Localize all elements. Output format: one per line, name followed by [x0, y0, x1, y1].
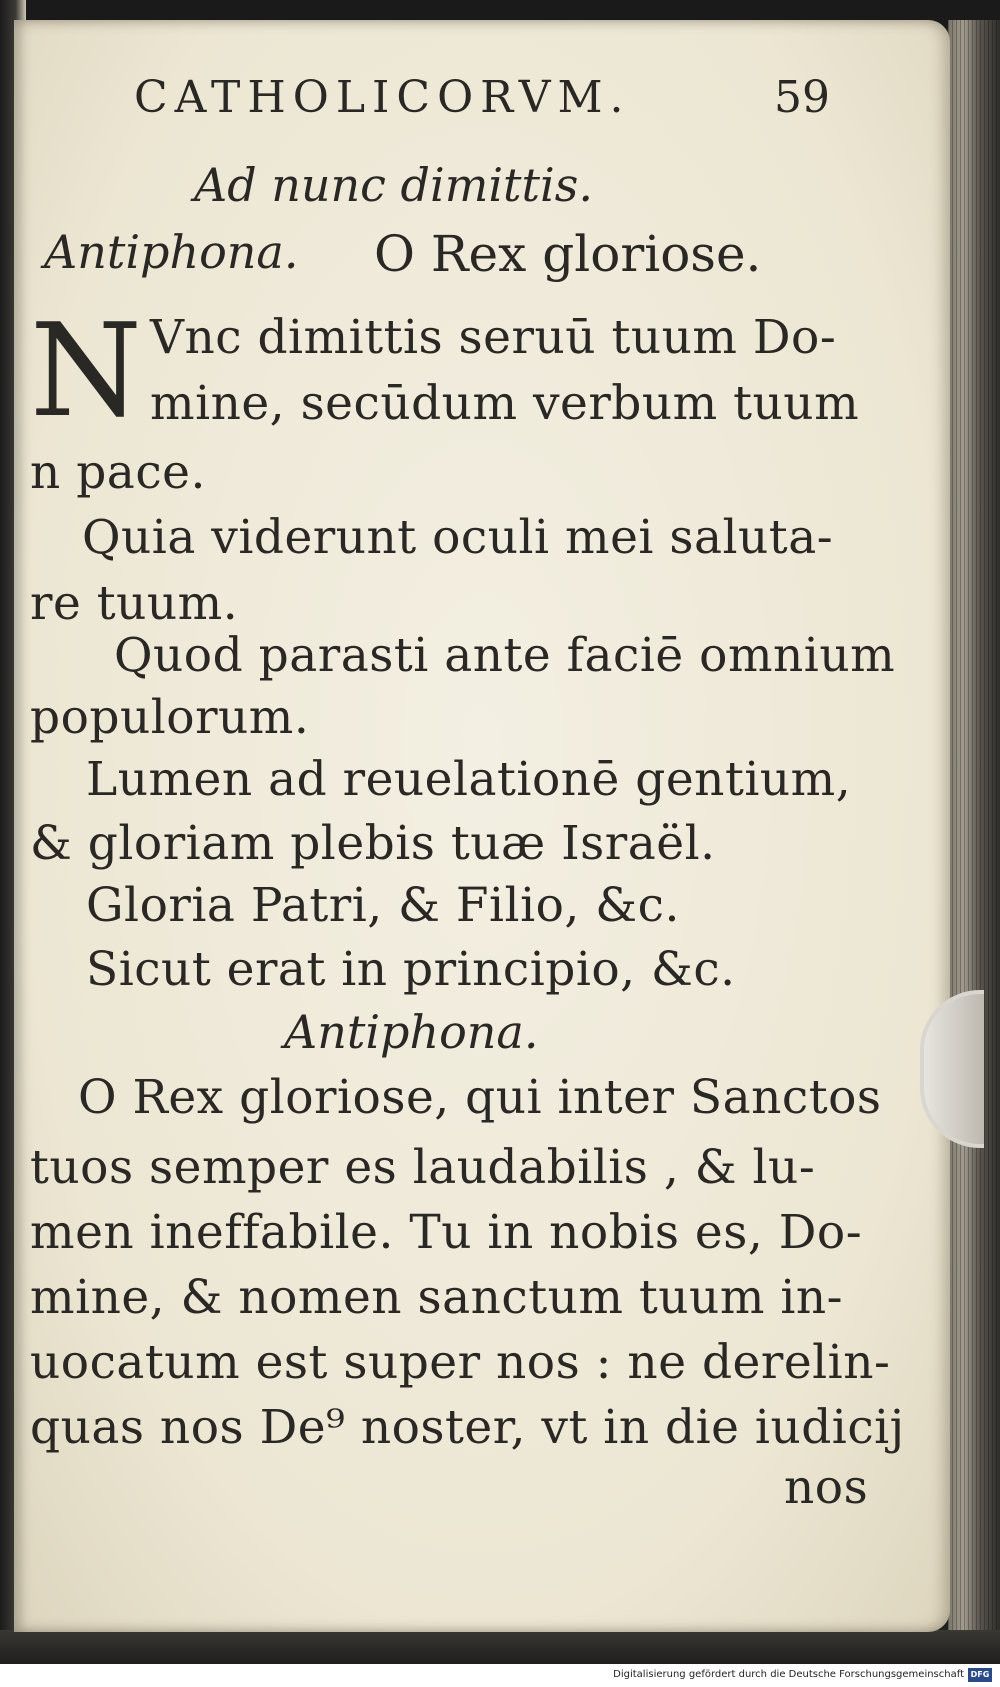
text-line: quas nos De⁹ noster, vt in die iudicij — [30, 1400, 905, 1455]
text-line: uocatum est super nos : ne derelin- — [30, 1335, 891, 1390]
text-line: n pace. — [30, 445, 206, 500]
text-line: re tuum. — [30, 576, 239, 631]
text-line: Sicut erat in principio, &c. — [86, 942, 736, 997]
dfg-logo: DFG — [968, 1668, 992, 1682]
text-line: tuos semper es laudabilis , & lu- — [30, 1140, 816, 1195]
text-line: Quod parasti ante faciē omnium — [114, 628, 896, 683]
text-line: Gloria Patri, & Filio, &c. — [86, 878, 680, 933]
rubric-antiphona-second: Antiphona. — [284, 1005, 539, 1059]
drop-cap: N — [30, 297, 142, 446]
text-line: Quia viderunt oculi mei saluta- — [82, 510, 834, 565]
catchword: nos — [784, 1460, 869, 1515]
rubric-antiphona: Antiphona. — [44, 225, 299, 279]
text-line: mine, & nomen sanctum tuum in- — [30, 1270, 844, 1325]
page-number: 59 — [774, 72, 830, 123]
text-line: mine, secūdum verbum tuum — [150, 376, 860, 431]
text-line: populorum. — [30, 690, 310, 745]
book-page — [14, 20, 950, 1632]
funding-credit: Digitalisierung gefördert durch die Deutsche Forschungsgemeinschaft — [613, 1669, 964, 1680]
text-line: O Rex gloriose, qui inter Sanctos — [78, 1070, 882, 1125]
text-line: Vnc dimittis seruū tuum Do- — [150, 310, 837, 365]
text-line: & gloriam plebis tuæ Israël. — [30, 816, 716, 871]
running-title: CATHOLICORVM. — [134, 72, 631, 123]
text-line: Lumen ad reuelationē gentium, — [86, 752, 852, 807]
page-block-edge — [948, 20, 1000, 1660]
text-line: men ineffabile. Tu in nobis es, Do- — [30, 1205, 863, 1260]
rubric-ad-nunc: Ad nunc dimittis. — [194, 158, 593, 212]
antiphona-incipit: O Rex gloriose. — [374, 225, 762, 283]
